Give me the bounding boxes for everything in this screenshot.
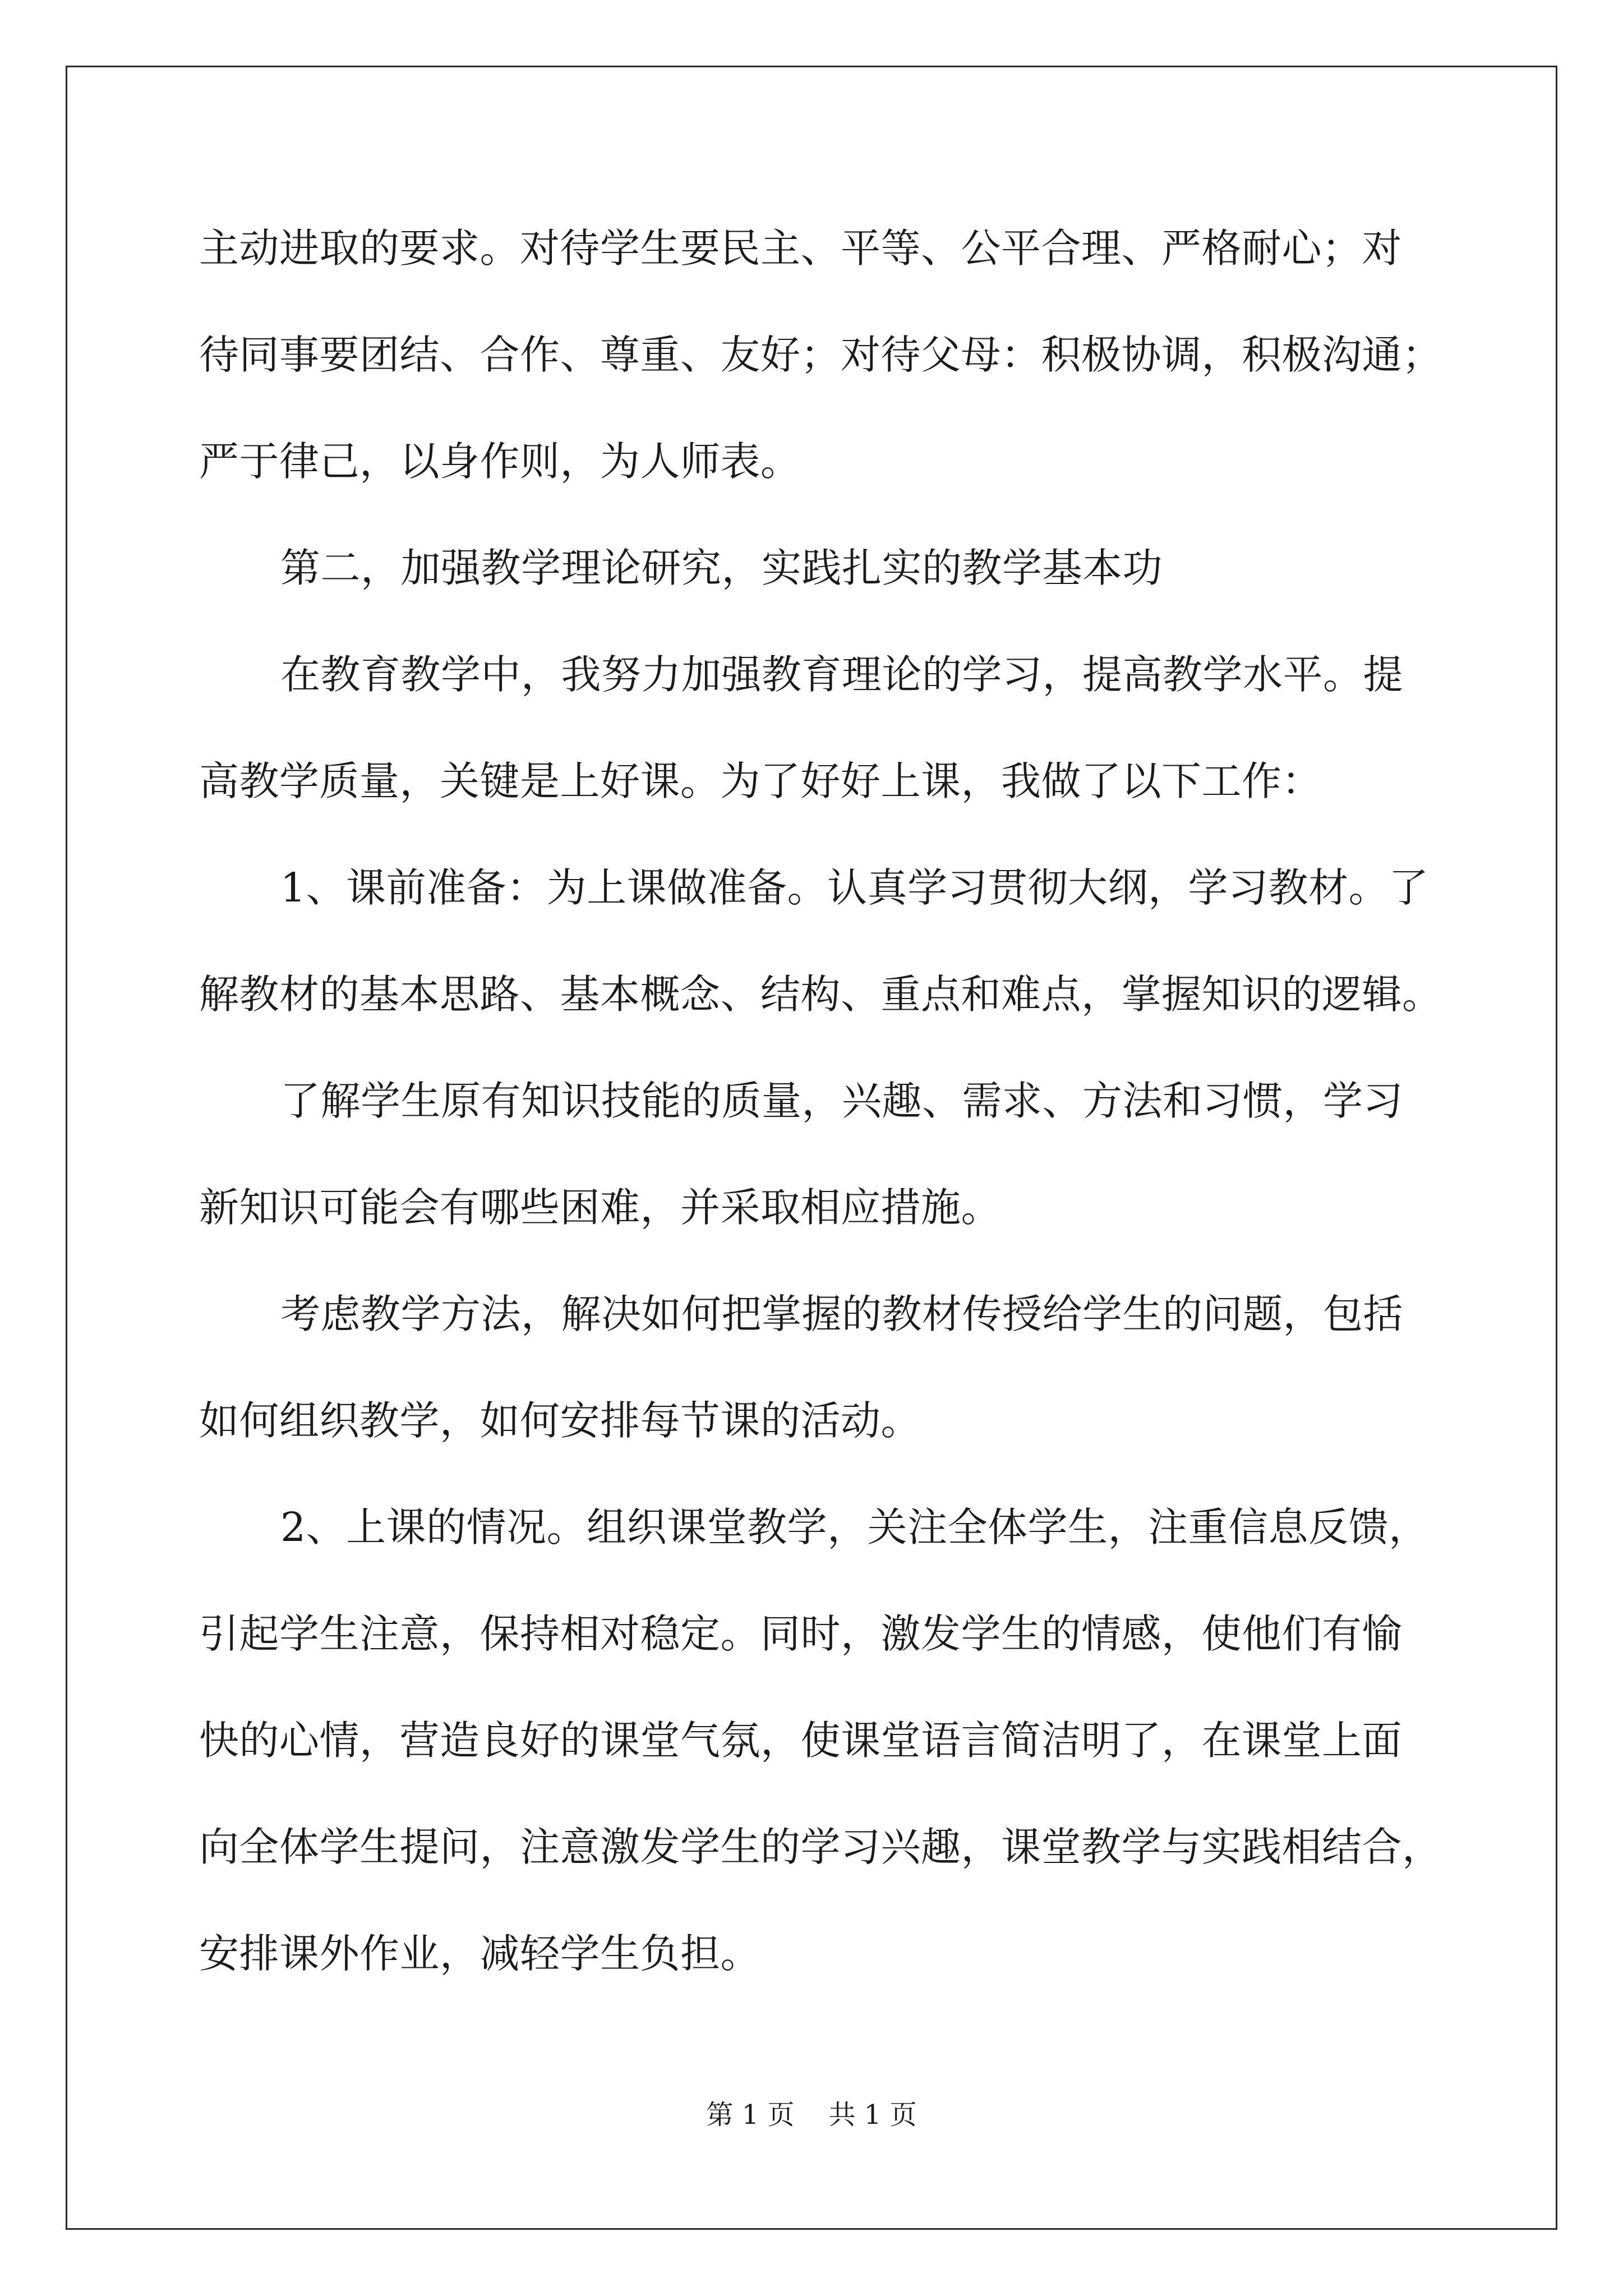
text-line: 如何组织教学，如何安排每节课的活动。 [199,1397,921,1444]
text-line: 向全体学生提问，注意激发学生的学习兴趣，课堂教学与实践相结合， [199,1824,1442,1870]
text-line: 安排课外作业，减轻学生负担。 [199,1930,761,1977]
text-line: 了解学生原有知识技能的质量，兴趣、需求、方法和习惯，学习 [280,1078,1404,1124]
text-line: 考虑教学方法，解决如何把掌握的教材传授给学生的问题，包括 [280,1291,1404,1337]
text-line: 在教育教学中，我努力加强教育理论的学习，提高教学水平。提 [280,651,1404,698]
text-line: 严于律己，以身作则，为人师表。 [199,438,801,485]
text-line: 高教学质量，关键是上好课。为了好好上课，我做了以下工作： [199,758,1322,804]
document-body [199,216,1442,2028]
text-line: 2、上课的情况。组织课堂教学，关注全体学生，注重信息反馈， [280,1504,1429,1550]
page-number-footer: 第 1 页 共 1 页 [706,2099,917,2131]
section-heading: 第二，加强教学理论研究，实践扎实的教学基本功 [280,545,1163,591]
text-line: 引起学生注意，保持相对稳定。同时，激发学生的情感，使他们有愉 [199,1611,1403,1657]
text-line: 1、课前准备：为上课做准备。认真学习贯彻大纲，学习教材。了 [280,864,1429,911]
text-line: 快的心情，营造良好的课堂气氛，使课堂语言简洁明了，在课堂上面 [199,1717,1403,1764]
text-line: 主动进取的要求。对待学生要民主、平等、公平合理、严格耐心；对 [199,225,1403,272]
text-line: 待同事要团结、合作、尊重、友好；对待父母：积极协调，积极沟通； [199,332,1442,378]
text-line: 新知识可能会有哪些困难，并采取相应措施。 [199,1184,1002,1231]
text-line: 解教材的基本思路、基本概念、结构、重点和难点，掌握知识的逻辑。 [199,971,1442,1018]
